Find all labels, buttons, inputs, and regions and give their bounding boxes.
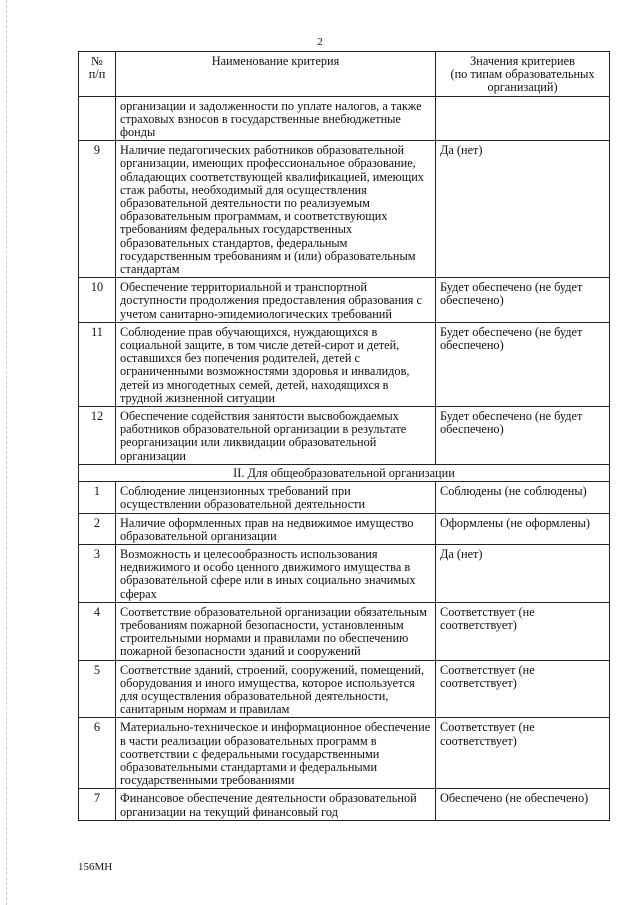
criterion-value: Соответствует (не соответствует) [436, 602, 610, 660]
row-number: 11 [79, 322, 116, 406]
criterion-name: Обеспечение территориальной и транспортной доступности продолжения предоставления образования с учетом санитарно-эпидемиологических требований [116, 278, 436, 323]
criteria-table [78, 51, 610, 821]
section-row [79, 464, 610, 481]
row-number: 2 [79, 513, 116, 544]
row-number: 4 [79, 602, 116, 660]
row-number: 7 [79, 789, 116, 820]
table-row [79, 278, 610, 323]
criterion-name: Соответствие зданий, строений, сооружений, помещений, оборудования и иного имущества, которое используется для осуществления образовательной деятельности, санитарным нормам и правилам [116, 660, 436, 718]
row-number: 12 [79, 407, 116, 465]
scan-edge [0, 0, 7, 905]
criterion-name: Соответствие образовательной организации обязательным требованиям пожарной безопасности, установленным строительными нормами и правилами по обеспечению пожарной безопасности зданий и сооружений [116, 602, 436, 660]
header-name: Наименование критерия [116, 52, 436, 97]
table-row [79, 322, 610, 406]
criterion-value: Соответствует (не соответствует) [436, 718, 610, 789]
row-number: 9 [79, 141, 116, 278]
criterion-value: Будет обеспечено (не будет обеспечено) [436, 278, 610, 323]
table-row [79, 544, 610, 602]
table-row [79, 602, 610, 660]
row-number: 10 [79, 278, 116, 323]
criterion-name: Возможность и целесообразность использования недвижимого и особо ценного движимого имущества в образовательной сфере или в иных социально значимых сферах [116, 544, 436, 602]
criterion-name: организации и задолженности по уплате налогов, а также страховых взносов в государственные внебюджетные фонды [116, 96, 436, 141]
criterion-value: Да (нет) [436, 141, 610, 278]
table-row [79, 482, 610, 513]
header-num: № п/п [79, 52, 116, 97]
row-number: 3 [79, 544, 116, 602]
criterion-name: Наличие педагогических работников образовательной организации, имеющих профессиональное образование, обладающих соответствующей квалификацией, имеющих стаж работы, необходимый для осуществления образовательной деятельности по реализуемым образовательным программам, и соответствующих требованиям федеральных государственных образовательных стандартов, федеральным государственным требованиям и (или) образовательным стандартам [116, 141, 436, 278]
criterion-value: Да (нет) [436, 544, 610, 602]
row-number: 6 [79, 718, 116, 789]
criterion-name: Соблюдение лицензионных требований при осуществлении образовательной деятельности [116, 482, 436, 513]
row-number: 1 [79, 482, 116, 513]
criterion-value: Соответствует (не соответствует) [436, 660, 610, 718]
table-row [79, 718, 610, 789]
criterion-value: Будет обеспечено (не будет обеспечено) [436, 322, 610, 406]
section-title: II. Для общеобразовательной организации [79, 464, 610, 481]
row-number: 5 [79, 660, 116, 718]
table-row [79, 141, 610, 278]
table-row [79, 407, 610, 465]
table-row [79, 660, 610, 718]
criterion-name: Соблюдение прав обучающихся, нуждающихся в социальной защите, в том числе детей-сирот и детей, оставшихся без попечения родителей, детей с ограниченными возможностями здоровья и инвалидов, детей из многодетных семей, детей, находящихся в трудной жизненной ситуации [116, 322, 436, 406]
criterion-name: Наличие оформленных прав на недвижимое имущество образовательной организации [116, 513, 436, 544]
criterion-value: Будет обеспечено (не будет обеспечено) [436, 407, 610, 465]
table-header-row [79, 52, 610, 97]
page-number: 2 [317, 36, 323, 48]
table-row [79, 789, 610, 820]
criterion-value [436, 96, 610, 141]
criterion-name: Материально-техническое и информационное обеспечение в части реализации образовательных программ в соответствии с федеральными государственными образовательными стандартами и федеральными государственными требованиями [116, 718, 436, 789]
criterion-name: Финансовое обеспечение деятельности образовательной организации на текущий финансовый год [116, 789, 436, 820]
table-row [79, 96, 610, 141]
criterion-value: Обеспечено (не обеспечено) [436, 789, 610, 820]
document-code: 156МН [78, 861, 113, 873]
criterion-name: Обеспечение содействия занятости высвобождаемых работников образовательной организации в результате реорганизации или ликвидации образовательной организации [116, 407, 436, 465]
criterion-value: Оформлены (не оформлены) [436, 513, 610, 544]
row-number [79, 96, 116, 141]
criterion-value: Соблюдены (не соблюдены) [436, 482, 610, 513]
header-value: Значения критериев (по типам образовательных организаций) [436, 52, 610, 97]
table-row [79, 513, 610, 544]
